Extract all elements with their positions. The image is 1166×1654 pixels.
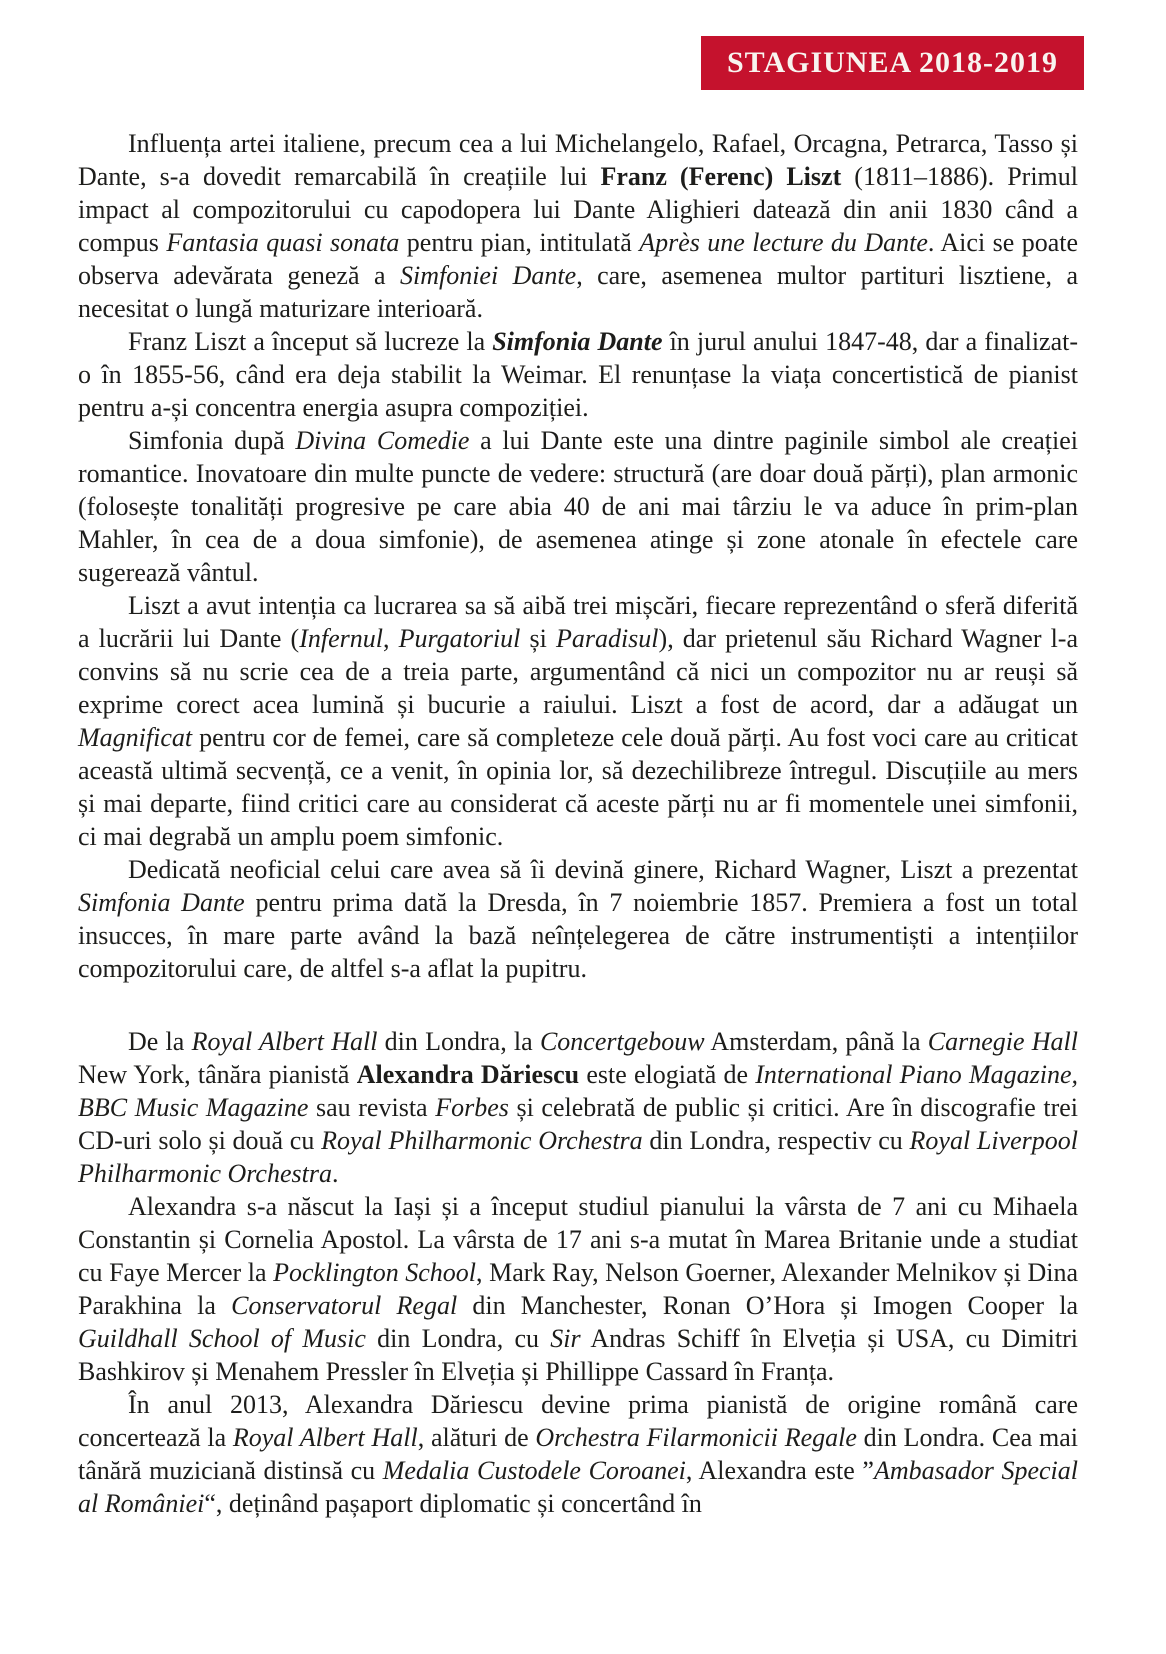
paragraph-1 (78, 127, 1078, 325)
paragraph-2 (78, 325, 1078, 424)
text-run: , care, asemenea multor partituri lisztiene, a necesitat o lungă maturizare interioară. (78, 261, 1078, 323)
text-run: Simfonia după (128, 426, 296, 455)
text-run: (1811–1886). Primul impact al compozitorului cu capodopera lui Dante Alighieri datează din anii 1830 când a compus (78, 162, 1079, 257)
text-run: “, deținând pașaport diplomatic și concertând în (204, 1489, 702, 1518)
text-run: Sir (550, 1324, 581, 1353)
article-body (78, 127, 1078, 1520)
text-run: Amsterdam, până la (704, 1027, 928, 1056)
text-run: De la (128, 1027, 192, 1056)
text-run: Ambasador Special al României (78, 1456, 1078, 1518)
text-run: , Alexandra este ” (685, 1456, 874, 1485)
text-run: și (520, 624, 556, 653)
text-run: Royal Philharmonic Orchestra (321, 1126, 643, 1155)
paragraph-5 (78, 853, 1078, 985)
text-run: Purgatoriul (398, 624, 521, 653)
text-run: Divina Comedie (295, 426, 470, 455)
paragraph-6 (78, 1025, 1078, 1190)
text-run: International Piano Magazine, BBC Music Magazine (78, 1060, 1078, 1122)
text-run: și celebrată de public și critici. Are în discografie trei CD-uri solo și două cu (78, 1093, 1079, 1155)
text-run: Simfonia Dante (492, 327, 663, 356)
text-run: Medalia Custodele Coroanei (382, 1456, 686, 1485)
text-run: Royal Albert Hall (232, 1423, 418, 1452)
text-run: pentru cor de femei, care să completeze cele două părți. Au fost voci care au criticat această ultimă secvență, ce a venit, în opinia lor, să dezechilibreze întregul. Discuțiile au mers și mai departe, fiind critici care au considerat că aceste părți nu ar fi momentele unei simfonii, ci mai degrabă un amplu poem simfonic. (78, 723, 1078, 851)
text-run: Franz Liszt a început să lucreze la (128, 327, 493, 356)
paragraph-4 (78, 589, 1078, 853)
text-run: În anul 2013, Alexandra Dăriescu devine prima pianistă de origine română care concertează la (78, 1390, 1078, 1452)
text-run: Magnificat (78, 723, 193, 752)
text-run: este elogiată de (579, 1060, 756, 1089)
text-run: din Londra. Cea mai tânără muziciană distinsă cu (78, 1423, 1078, 1485)
text-run: Orchestra Filarmonicii Regale (535, 1423, 857, 1452)
text-run: Royal Liverpool Philharmonic Orchestra (78, 1126, 1079, 1188)
text-run: Carnegie Hall (927, 1027, 1078, 1056)
text-run: sau revista (308, 1093, 436, 1122)
text-run: Royal Albert Hall (191, 1027, 378, 1056)
text-run: Franz (Ferenc) Liszt (600, 162, 842, 191)
text-run: . Aici se poate observa adevărata geneză a (78, 228, 1079, 290)
text-run: Conservatorul Regal (231, 1291, 458, 1320)
paragraph-8 (78, 1388, 1078, 1520)
text-run: , alături de (417, 1423, 536, 1452)
text-run: Guildhall School of Music (78, 1324, 366, 1353)
text-run: Influența artei italiene, precum cea a lui Michelangelo, Rafael, Orcagna, Petrarca, Tasso și Dante, s-a dovedit remarcabilă în creațiile lui (78, 129, 1078, 191)
text-run: a lui Dante este una dintre paginile simbol ale creației romantice. Inovatoare din multe puncte de vedere: structură (are doar două părți), plan armonic (folosește tonalități progresive pe care abia 40 de ani mai târziu le va aduce în prim-plan Mahler, în cea de a doua simfonie), de asemenea atinge și zone atonale în efectele care sugerează vântul. (78, 426, 1078, 587)
text-run: din Manchester, Ronan O’Hora și Imogen Cooper la (457, 1291, 1078, 1320)
text-run: Simfonia Dante (78, 888, 245, 917)
season-banner (701, 36, 1084, 90)
text-run: Alexandra Dăriescu (356, 1060, 580, 1089)
text-run: Infernul (299, 624, 383, 653)
text-run: din Londra, la (377, 1027, 540, 1056)
text-run: Après une lecture du Dante (639, 228, 928, 257)
text-run: Fantasia quasi sonata (166, 228, 400, 257)
text-run: din Londra, respectiv cu (642, 1126, 910, 1155)
text-run: Paradisul (555, 624, 659, 653)
season-banner-label: STAGIUNEA 2018-2019 (727, 46, 1058, 79)
text-run: Liszt a avut intenția ca lucrarea sa să aibă trei mișcări, fiecare reprezentând o sferă diferită a lucrării lui Dante ( (78, 591, 1078, 653)
text-run: din Londra, cu (365, 1324, 551, 1353)
text-run: New York, tânăra pianistă (78, 1060, 357, 1089)
text-run: pentru prima dată la Dresda, în 7 noiembrie 1857. Premiera a fost un total insucces, în mare parte având la bază neînțelegerea de către instrumentiști a intențiilor compozitorului care, de altfel s-a aflat la pupitru. (78, 888, 1078, 983)
text-run: . (331, 1159, 339, 1188)
paragraph-7 (78, 1190, 1078, 1388)
text-run: , Mark Ray, Nelson Goerner, Alexander Melnikov și Dina Parakhina la (78, 1258, 1078, 1320)
text-run: ), dar prietenul său Richard Wagner l-a convins să nu scrie cea de a treia parte, argumentând că nici un compozitor nu ar reuși să exprime corect acea lumină și bucurie a raiului. Liszt a fost de acord, dar a adăugat un (78, 624, 1079, 719)
text-run: Alexandra s-a născut la Iași și a început studiul pianului la vârsta de 7 ani cu Mihaela Constantin și Cornelia Apostol. La vârsta de 17 ani s-a mutat în Marea Britanie unde a studiat cu Faye Mercer la (78, 1192, 1078, 1287)
text-run: Forbes (435, 1093, 509, 1122)
text-run: Simfoniei Dante (399, 261, 577, 290)
text-run: Dedicată neoficial celui care avea să îi devină ginere, Richard Wagner, Liszt a prezentat (128, 855, 1078, 884)
text-run: pentru pian, intitulată (399, 228, 640, 257)
text-run: Andras Schiff în Elveția și USA, cu Dimitri Bashkirov și Menahem Pressler în Elveția și Phillippe Cassard în Franța. (78, 1324, 1078, 1386)
text-run: , (382, 624, 399, 653)
text-run: în jurul anului 1847-48, dar a finalizat-o în 1855-56, când era deja stabilit la Weimar. El renunțase la viața concertistică de pianist pentru a-și concentra energia asupra compoziției. (78, 327, 1079, 422)
text-run: Concertgebouw (539, 1027, 705, 1056)
paragraph-3 (78, 424, 1078, 589)
text-run: Pocklington School (273, 1258, 477, 1287)
